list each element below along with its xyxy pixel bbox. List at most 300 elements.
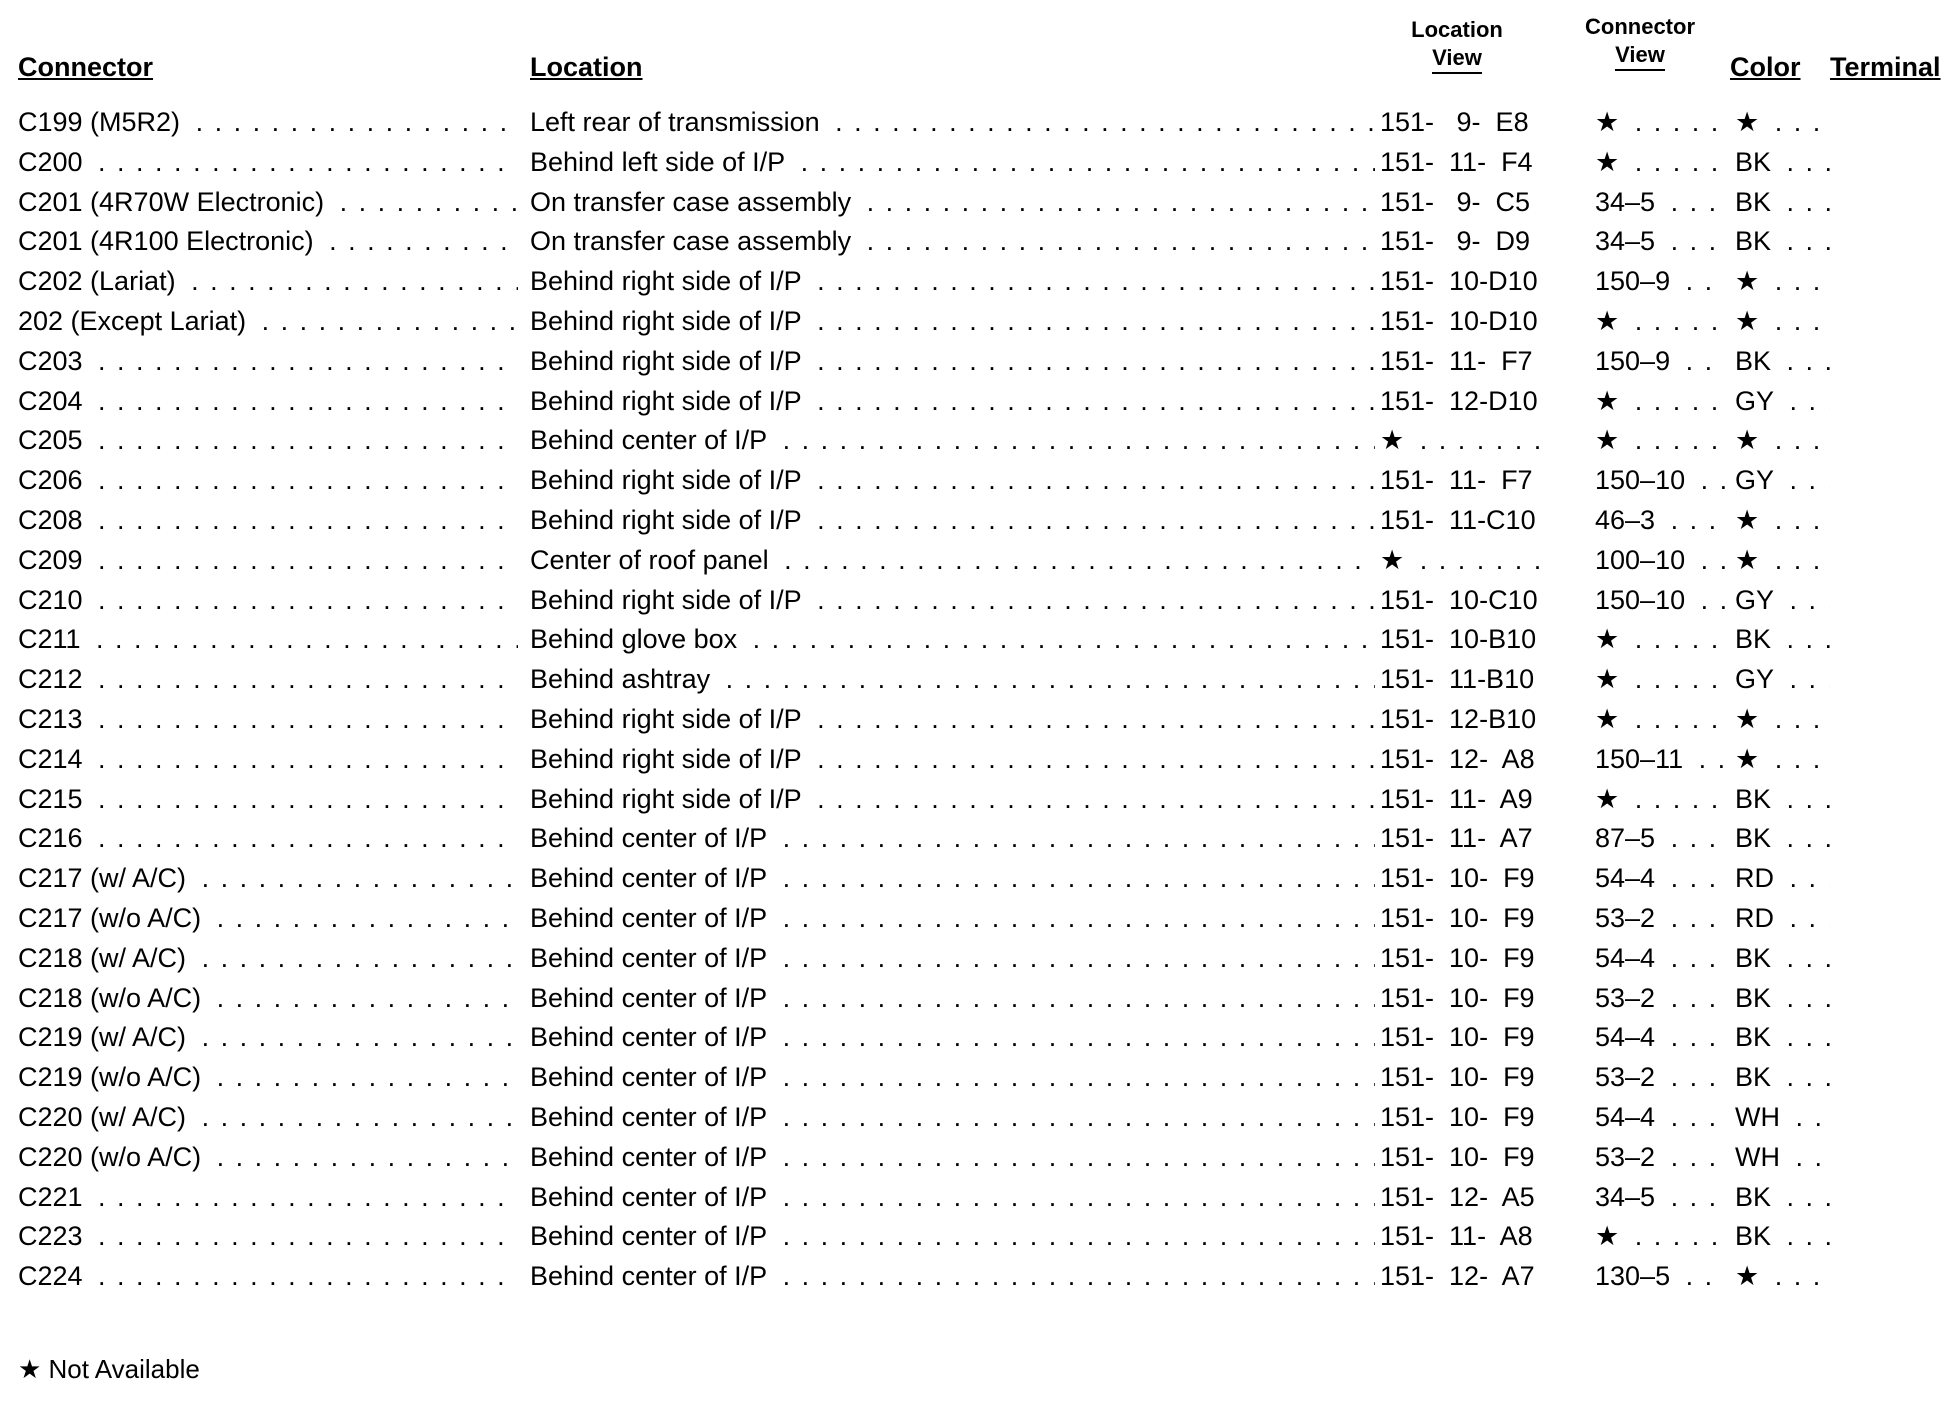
connector-cell	[18, 858, 518, 898]
color-cell	[1735, 659, 1830, 699]
location-cell	[530, 500, 1375, 540]
connector-view-cell	[1595, 500, 1725, 540]
connector-cell	[18, 779, 518, 819]
location-view-cell-text: 151- 10- F9	[1380, 983, 1540, 1013]
location-view-cell-text: 151- 11- A9	[1380, 784, 1539, 814]
table-row	[0, 301, 1958, 341]
table-row	[0, 182, 1958, 222]
location-view-cell	[1380, 1017, 1540, 1057]
table-row	[0, 739, 1958, 779]
connector-cell	[18, 699, 518, 739]
color-cell-text: BK	[1735, 1182, 1777, 1212]
connector-cell	[18, 978, 518, 1018]
header-location: Location	[530, 52, 643, 82]
location-view-cell-text: ★	[1380, 545, 1410, 575]
connector-cell	[18, 739, 518, 779]
table-row	[0, 500, 1958, 540]
table-row	[0, 580, 1958, 620]
location-view-cell	[1380, 1057, 1540, 1097]
connector-cell-text: C217 (w/ A/C)	[18, 863, 192, 893]
color-cell	[1735, 261, 1830, 301]
table-row	[0, 341, 1958, 381]
connector-view-cell	[1595, 540, 1725, 580]
location-view-cell	[1380, 420, 1540, 460]
connector-cell	[18, 898, 518, 938]
connector-view-cell	[1595, 102, 1725, 142]
table-row	[0, 858, 1958, 898]
connector-cell-text: C209	[18, 545, 89, 575]
color-cell-text: BK	[1735, 346, 1777, 376]
color-cell-text: BK	[1735, 823, 1777, 853]
location-cell	[530, 221, 1375, 261]
color-cell-text: ★	[1735, 306, 1765, 336]
color-cell	[1735, 142, 1830, 182]
color-cell-text: BK	[1735, 983, 1777, 1013]
connector-cell	[18, 659, 518, 699]
table-row	[0, 818, 1958, 858]
location-cell	[530, 261, 1375, 301]
location-view-cell-text: 151- 10- F9	[1380, 903, 1540, 933]
location-view-cell	[1380, 818, 1540, 858]
connector-cell-text: C204	[18, 386, 89, 416]
connector-view-cell-text: 34–5	[1595, 187, 1661, 217]
location-cell	[530, 779, 1375, 819]
location-cell	[530, 659, 1375, 699]
connector-view-cell-text: 53–2	[1595, 903, 1661, 933]
color-cell	[1735, 1137, 1830, 1177]
table-row	[0, 1256, 1958, 1296]
location-view-cell	[1380, 978, 1540, 1018]
location-cell	[530, 1216, 1375, 1256]
connector-view-cell-text: ★	[1595, 386, 1625, 416]
table-row	[0, 221, 1958, 261]
location-cell-text: Behind right side of I/P	[530, 346, 808, 376]
location-cell	[530, 938, 1375, 978]
connector-view-cell	[1595, 1177, 1725, 1217]
color-cell-text: GY	[1735, 585, 1780, 615]
color-cell	[1735, 978, 1830, 1018]
header-connector-view	[1575, 13, 1705, 71]
location-view-cell-text: 151- 11- F7	[1380, 465, 1539, 495]
connector-view-cell-text: 53–2	[1595, 1062, 1661, 1092]
color-cell	[1735, 301, 1830, 341]
connector-cell-text: C221	[18, 1182, 89, 1212]
connector-cell-text: C202 (Lariat)	[18, 266, 182, 296]
connector-view-cell-text: ★	[1595, 664, 1625, 694]
location-cell	[530, 1017, 1375, 1057]
location-cell-text: Center of roof panel	[530, 545, 775, 575]
location-cell-text: Behind center of I/P	[530, 903, 773, 933]
table-row	[0, 1097, 1958, 1137]
color-cell	[1735, 381, 1830, 421]
header-connector-view-line1: Connector	[1585, 14, 1695, 39]
location-cell	[530, 1057, 1375, 1097]
location-cell-text: Behind right side of I/P	[530, 784, 808, 814]
connector-cell	[18, 420, 518, 460]
location-view-cell-text: 151- 10- F9	[1380, 943, 1540, 973]
table-row	[0, 142, 1958, 182]
connector-view-cell	[1595, 619, 1725, 659]
connector-view-cell	[1595, 221, 1725, 261]
header-location-view-line1: Location	[1411, 17, 1503, 42]
connector-view-cell	[1595, 898, 1725, 938]
connector-cell-text: C200	[18, 147, 89, 177]
location-cell-text: On transfer case assembly	[530, 226, 857, 256]
connector-view-cell	[1595, 1216, 1725, 1256]
color-cell	[1735, 500, 1830, 540]
location-view-cell-text: 151- 12- A7	[1380, 1261, 1540, 1291]
color-cell-text: ★	[1735, 744, 1765, 774]
connector-view-cell	[1595, 381, 1725, 421]
location-view-cell	[1380, 261, 1540, 301]
location-view-cell-text: 151- 10- F9	[1380, 1022, 1540, 1052]
location-view-cell	[1380, 102, 1540, 142]
location-view-cell	[1380, 540, 1540, 580]
connector-view-cell-text: ★	[1595, 784, 1625, 814]
location-view-cell-text: 151- 10- F9	[1380, 1062, 1540, 1092]
location-cell-text: Left rear of transmission	[530, 107, 826, 137]
location-view-cell-text: 151- 11- F7	[1380, 346, 1539, 376]
connector-view-cell	[1595, 1097, 1725, 1137]
connector-cell-text: C215	[18, 784, 89, 814]
connector-cell	[18, 938, 518, 978]
location-cell	[530, 102, 1375, 142]
color-cell-text: ★	[1735, 266, 1765, 296]
location-cell	[530, 898, 1375, 938]
color-cell	[1735, 221, 1830, 261]
location-cell	[530, 699, 1375, 739]
connector-view-cell	[1595, 739, 1725, 779]
color-cell-text: ★	[1735, 1261, 1765, 1291]
connector-view-cell-text: 54–4	[1595, 943, 1661, 973]
color-cell	[1735, 1256, 1830, 1296]
connector-cell-text: C220 (w/o A/C)	[18, 1142, 207, 1172]
connector-view-cell	[1595, 420, 1725, 460]
color-cell	[1735, 460, 1830, 500]
connector-cell	[18, 1057, 518, 1097]
location-view-cell-text: 151- 9- C5	[1380, 187, 1536, 217]
connector-cell-text: C211	[18, 624, 87, 654]
connector-view-cell	[1595, 182, 1725, 222]
location-cell-text: Behind right side of I/P	[530, 465, 808, 495]
location-cell-text: Behind center of I/P	[530, 1022, 773, 1052]
connector-cell-text: C201 (4R100 Electronic)	[18, 226, 320, 256]
connector-cell-text: C206	[18, 465, 89, 495]
header-connector-view-line2: View	[1615, 41, 1665, 71]
location-view-cell-text: 151- 10- F9	[1380, 1102, 1540, 1132]
table-row	[0, 898, 1958, 938]
connector-view-cell	[1595, 580, 1725, 620]
connector-view-cell-text: 54–4	[1595, 1102, 1661, 1132]
connector-view-cell	[1595, 341, 1725, 381]
location-cell	[530, 739, 1375, 779]
connector-cell-text: C199 (M5R2)	[18, 107, 186, 137]
location-cell	[530, 142, 1375, 182]
location-view-cell	[1380, 142, 1540, 182]
connector-view-cell-text: 130–5	[1595, 1261, 1676, 1291]
location-view-cell	[1380, 341, 1540, 381]
location-cell	[530, 381, 1375, 421]
location-view-cell	[1380, 460, 1540, 500]
location-cell	[530, 420, 1375, 460]
connector-view-cell	[1595, 699, 1725, 739]
location-view-cell	[1380, 182, 1540, 222]
connector-cell-text: C203	[18, 346, 89, 376]
location-view-cell-text: 151- 12-D10	[1380, 386, 1540, 416]
location-cell-text: Behind center of I/P	[530, 1142, 773, 1172]
location-view-cell-text: 151- 10-B10	[1380, 624, 1540, 654]
color-cell-text: ★	[1735, 107, 1765, 137]
connector-view-cell-text: ★	[1595, 1221, 1625, 1251]
color-cell	[1735, 1216, 1830, 1256]
connector-cell	[18, 1097, 518, 1137]
connector-view-cell-text: ★	[1595, 624, 1625, 654]
location-view-cell	[1380, 898, 1540, 938]
connector-cell-text: C214	[18, 744, 89, 774]
connector-view-cell-text: 53–2	[1595, 1142, 1661, 1172]
connector-cell-text: C213	[18, 704, 89, 734]
color-cell-text: ★	[1735, 425, 1765, 455]
connector-view-cell	[1595, 938, 1725, 978]
location-view-cell-text: 151- 12- A8	[1380, 744, 1540, 774]
table-row	[0, 619, 1958, 659]
location-view-cell	[1380, 699, 1540, 739]
connector-cell	[18, 1177, 518, 1217]
footnote-not-available: ★ Not Available	[18, 1354, 200, 1384]
connector-view-cell-text: 54–4	[1595, 863, 1661, 893]
table-row	[0, 978, 1958, 1018]
connector-view-cell-text: ★	[1595, 425, 1625, 455]
connector-view-cell-text: ★	[1595, 107, 1625, 137]
location-cell-text: Behind glove box	[530, 624, 743, 654]
table-row	[0, 938, 1958, 978]
connector-view-cell-text: 54–4	[1595, 1022, 1661, 1052]
location-view-cell	[1380, 739, 1540, 779]
header-color: Color	[1730, 52, 1801, 82]
location-view-cell	[1380, 301, 1540, 341]
connector-cell-text: C218 (w/o A/C)	[18, 983, 207, 1013]
color-cell-text: BK	[1735, 147, 1777, 177]
location-view-cell-text: 151- 11- A7	[1380, 823, 1539, 853]
location-cell-text: Behind center of I/P	[530, 1062, 773, 1092]
color-cell-text: GY	[1735, 465, 1780, 495]
color-cell-text: BK	[1735, 226, 1777, 256]
color-cell	[1735, 540, 1830, 580]
location-view-cell-text: 151- 12-B10	[1380, 704, 1540, 734]
connector-view-cell	[1595, 301, 1725, 341]
location-view-cell	[1380, 858, 1540, 898]
color-cell-text: BK	[1735, 943, 1777, 973]
connector-view-cell-text: 150–11	[1595, 744, 1689, 774]
color-cell	[1735, 1177, 1830, 1217]
connector-cell	[18, 1137, 518, 1177]
location-cell-text: Behind right side of I/P	[530, 704, 808, 734]
color-cell	[1735, 1017, 1830, 1057]
color-cell	[1735, 102, 1830, 142]
color-cell	[1735, 938, 1830, 978]
location-view-cell	[1380, 500, 1540, 540]
location-cell	[530, 1137, 1375, 1177]
connector-cell	[18, 818, 518, 858]
color-cell-text: GY	[1735, 386, 1780, 416]
connector-view-cell	[1595, 659, 1725, 699]
table-row	[0, 1177, 1958, 1217]
location-view-cell-text: 151- 10-D10	[1380, 306, 1540, 336]
color-cell-text: ★	[1735, 545, 1765, 575]
header-location-view	[1392, 16, 1522, 74]
connector-cell-text: C219 (w/o A/C)	[18, 1062, 207, 1092]
connector-view-cell	[1595, 460, 1725, 500]
connector-cell-text: C224	[18, 1261, 89, 1291]
color-cell-text: BK	[1735, 1221, 1777, 1251]
connector-view-cell	[1595, 1057, 1725, 1097]
location-cell-text: Behind center of I/P	[530, 823, 773, 853]
connector-cell-text: C208	[18, 505, 89, 535]
location-view-cell	[1380, 779, 1540, 819]
location-view-cell	[1380, 619, 1540, 659]
location-view-cell-text: 151- 10-C10	[1380, 585, 1540, 615]
location-cell-text: Behind center of I/P	[530, 983, 773, 1013]
location-view-cell-text: 151- 10- F9	[1380, 863, 1540, 893]
connector-view-cell-text: ★	[1595, 704, 1625, 734]
connector-cell	[18, 102, 518, 142]
connector-cell	[18, 301, 518, 341]
location-cell	[530, 182, 1375, 222]
connector-cell	[18, 500, 518, 540]
connector-cell	[18, 1017, 518, 1057]
connector-view-cell	[1595, 1137, 1725, 1177]
connector-view-cell	[1595, 978, 1725, 1018]
location-view-cell	[1380, 580, 1540, 620]
location-cell-text: Behind right side of I/P	[530, 585, 808, 615]
connector-cell-text: 202 (Except Lariat)	[18, 306, 252, 336]
color-cell	[1735, 898, 1830, 938]
color-cell-text: BK	[1735, 1062, 1777, 1092]
location-view-cell	[1380, 221, 1540, 261]
connector-cell	[18, 460, 518, 500]
connector-cell-text: C223	[18, 1221, 89, 1251]
connector-cell	[18, 341, 518, 381]
connector-view-cell	[1595, 858, 1725, 898]
color-cell	[1735, 619, 1830, 659]
location-view-cell	[1380, 1256, 1540, 1296]
color-cell-text: BK	[1735, 1022, 1777, 1052]
connector-view-cell	[1595, 261, 1725, 301]
location-view-cell-text: 151- 10-D10	[1380, 266, 1540, 296]
table-row	[0, 102, 1958, 142]
location-view-cell-text: 151- 11-C10	[1380, 505, 1540, 535]
connector-view-cell-text: ★	[1595, 306, 1625, 336]
location-view-cell	[1380, 938, 1540, 978]
color-cell	[1735, 182, 1830, 222]
connector-view-cell-text: 100–10	[1595, 545, 1691, 575]
location-cell	[530, 1177, 1375, 1217]
location-cell	[530, 1256, 1375, 1296]
location-view-cell	[1380, 1097, 1540, 1137]
color-cell	[1735, 1057, 1830, 1097]
location-view-cell-text: ★	[1380, 425, 1410, 455]
color-cell	[1735, 1097, 1830, 1137]
color-cell-text: WH	[1735, 1102, 1786, 1132]
connector-view-cell	[1595, 818, 1725, 858]
table-row	[0, 261, 1958, 301]
connector-view-cell-text: 34–5	[1595, 1182, 1661, 1212]
table-row	[0, 460, 1958, 500]
location-cell-text: Behind right side of I/P	[530, 266, 808, 296]
connector-cell-text: C219 (w/ A/C)	[18, 1022, 192, 1052]
location-view-cell-text: 151- 10- F9	[1380, 1142, 1540, 1172]
connector-view-cell-text: 53–2	[1595, 983, 1661, 1013]
connector-cell-text: C210	[18, 585, 89, 615]
color-cell-text: BK	[1735, 624, 1777, 654]
location-cell	[530, 978, 1375, 1018]
location-cell	[530, 460, 1375, 500]
connector-view-cell-text: 150–9	[1595, 346, 1676, 376]
connector-view-cell-text: 150–9	[1595, 266, 1676, 296]
color-cell	[1735, 858, 1830, 898]
location-cell-text: Behind right side of I/P	[530, 505, 808, 535]
location-view-cell-text: 151- 11- F4	[1380, 147, 1539, 177]
connector-cell	[18, 261, 518, 301]
connector-cell	[18, 142, 518, 182]
location-cell-text: Behind ashtray	[530, 664, 716, 694]
table-row	[0, 420, 1958, 460]
connector-cell	[18, 221, 518, 261]
location-cell	[530, 818, 1375, 858]
connector-cell-text: C205	[18, 425, 89, 455]
color-cell	[1735, 699, 1830, 739]
table-row	[0, 1057, 1958, 1097]
connector-view-cell-text: 46–3	[1595, 505, 1661, 535]
location-cell-text: Behind right side of I/P	[530, 744, 808, 774]
location-view-cell-text: 151- 11-B10	[1380, 664, 1540, 694]
connector-view-cell-text: 34–5	[1595, 226, 1661, 256]
color-cell	[1735, 341, 1830, 381]
header-connector: Connector	[18, 52, 153, 82]
location-cell	[530, 341, 1375, 381]
connector-view-cell	[1595, 779, 1725, 819]
connector-cell-text: C220 (w/ A/C)	[18, 1102, 192, 1132]
color-cell-text: BK	[1735, 784, 1777, 814]
connector-cell-text: C218 (w/ A/C)	[18, 943, 192, 973]
location-cell	[530, 619, 1375, 659]
connector-cell	[18, 1216, 518, 1256]
location-view-cell-text: 151- 9- E8	[1380, 107, 1535, 137]
connector-view-cell-text: ★	[1595, 147, 1625, 177]
color-cell-text: RD	[1735, 903, 1780, 933]
location-cell-text: On transfer case assembly	[530, 187, 857, 217]
location-view-cell	[1380, 1216, 1540, 1256]
table-row	[0, 659, 1958, 699]
color-cell-text: GY	[1735, 664, 1780, 694]
table-row	[0, 1137, 1958, 1177]
color-cell-text: RD	[1735, 863, 1780, 893]
color-cell	[1735, 818, 1830, 858]
location-view-cell	[1380, 381, 1540, 421]
location-cell	[530, 1097, 1375, 1137]
connector-cell	[18, 1256, 518, 1296]
location-cell-text: Behind center of I/P	[530, 863, 773, 893]
connector-cell	[18, 619, 518, 659]
color-cell-text: ★	[1735, 704, 1765, 734]
connector-view-cell	[1595, 1256, 1725, 1296]
connector-cell	[18, 182, 518, 222]
location-cell-text: Behind center of I/P	[530, 1102, 773, 1132]
table-row	[0, 1216, 1958, 1256]
connector-view-cell	[1595, 1017, 1725, 1057]
location-cell-text: Behind center of I/P	[530, 943, 773, 973]
header-location-view-line2: View	[1432, 44, 1482, 74]
